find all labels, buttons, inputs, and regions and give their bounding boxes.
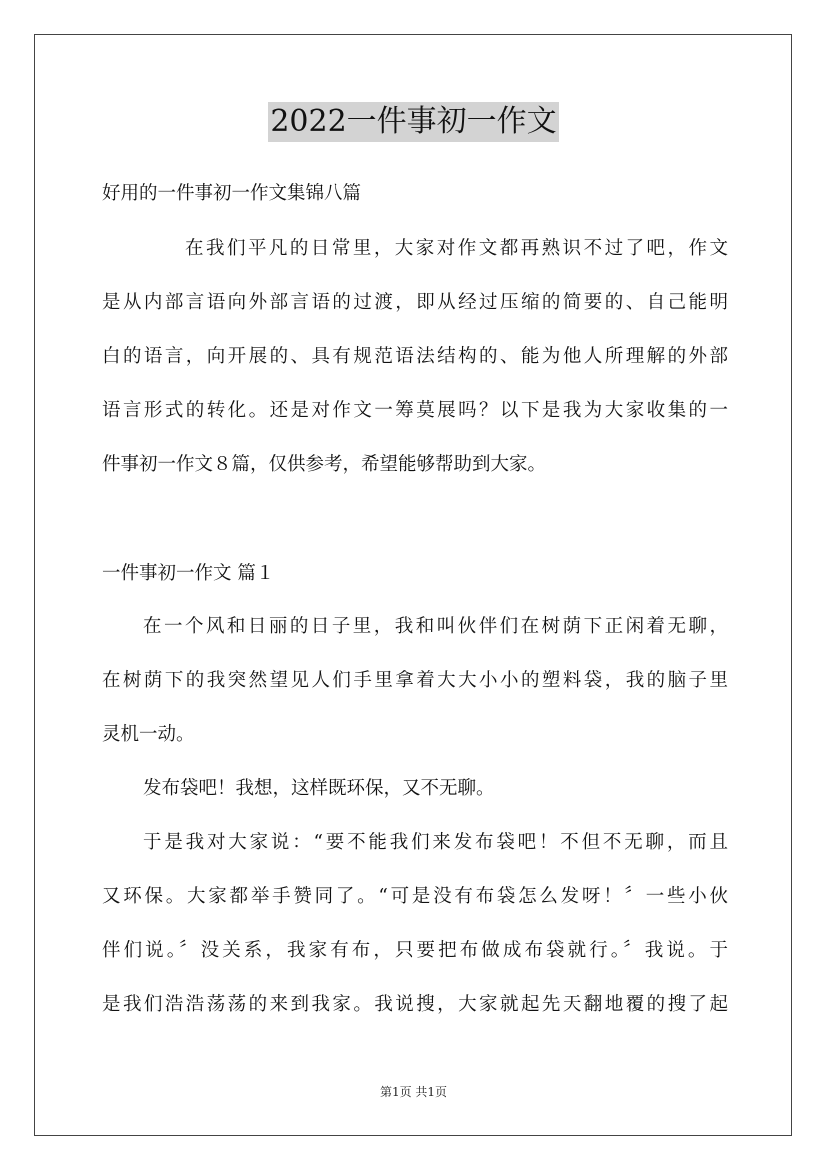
document-title: 2022一件事初一作文 (268, 102, 558, 142)
body-line-1: 在一个风和日丽的日子里，我和叫伙伴们在树荫下正闲着无聊， (143, 616, 728, 637)
intro-line-3: 白的语言，向开展的、具有规范语法结构的、能为他人所理解的外部 (102, 346, 728, 367)
document-subtitle: 好用的一件事初一作文集锦八篇 (102, 183, 362, 204)
body-line-3: 灵机一动。 (102, 724, 195, 745)
title-container (0, 102, 827, 142)
body-line-2: 在树荫下的我突然望见人们手里拿着大大小小的塑料袋，我的脑子里 (102, 670, 728, 691)
intro-line-5: 件事初一作文８篇，仅供参考，希望能够帮助到大家。 (102, 454, 547, 475)
intro-line-2: 是从内部言语向外部言语的过渡，即从经过压缩的简要的、自己能明 (102, 292, 728, 313)
intro-line-4: 语言形式的转化。还是对作文一筹莫展吗？以下是我为大家收集的一 (102, 400, 728, 421)
body-line-7: 伴们说。〞没关系，我家有布，只要把布做成布袋就行。〞我说。于 (102, 940, 728, 961)
page-footer: 第1页 共1页 (379, 1085, 448, 1099)
body-line-4: 发布袋吧！我想，这样既环保，又不无聊。 (143, 778, 495, 799)
body-line-6: 又环保。大家都举手赞同了。“可是没有布袋怎么发呀！〞一些小伙 (102, 886, 728, 907)
body-line-5: 于是我对大家说：“要不能我们来发布袋吧！不但不无聊，而且 (143, 832, 728, 853)
section-heading: 一件事初一作文 篇１ (102, 563, 275, 584)
body-line-8: 是我们浩浩荡荡的来到我家。我说搜，大家就起先天翻地覆的搜了起 (102, 994, 728, 1015)
intro-line-1: 在我们平凡的日常里，大家对作文都再熟识不过了吧，作文 (185, 238, 728, 259)
